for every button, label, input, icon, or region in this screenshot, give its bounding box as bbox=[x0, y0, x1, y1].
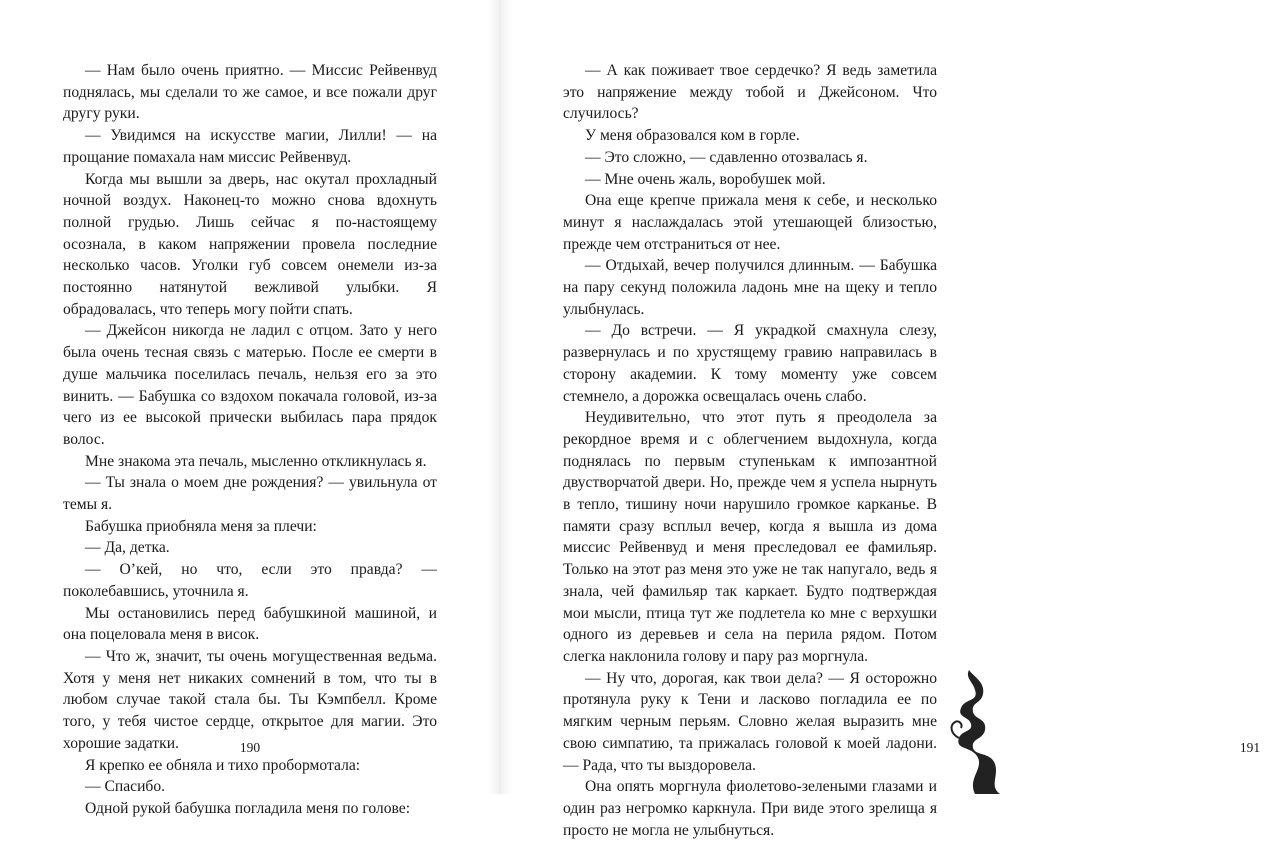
left-page bbox=[0, 0, 500, 817]
left-page-text bbox=[63, 60, 437, 820]
paragraph: — Мне очень жаль, воробушек мой. bbox=[585, 170, 826, 188]
page-number-right: 191 bbox=[1239, 740, 1261, 755]
paragraph: Неудивительно, что этот путь я преодолела за рекордное время и с облегчением выдохнула, когда поднялась по первым ступенькам к импозантной двустворчатой двери. Но, прежде чем я успела нырнуть в тепло, тишину ночи нарушило громкое карканье. В памяти сразу всплыл вечер, когда я вышла из дома миссис Рейвенвуд и меня преследовал ее фамильяр. Только на этот раз меня это уже не так напугало, ведь я знала, чей фамильяр так каркает. Будто подтверждая мои мысли, птица тут же подлетела ко мне с верхушки одного из деревьев и села на перила рядом. Потом слегка наклонила голову и пару раз моргнула. bbox=[563, 409, 937, 665]
paragraph: Одной рукой бабушка погладила меня по голове: bbox=[85, 799, 411, 817]
paragraph: У меня образовался ком в горле. bbox=[585, 127, 800, 145]
paragraph: — Увидимся на искусстве магии, Лилли! — на прощание помахала нам миссис Рейвенвуд. bbox=[63, 127, 437, 166]
paragraph: — Ну что, дорогая, как твои дела? — Я осторожно протянула руку к Тени и ласково погладила ее по мягким черным перьям. Словно желая выразить мне свою симпатию, та прижалась головой к моей ладони. — Рада, что ты выздоровела. bbox=[563, 669, 937, 774]
paragraph: Я крепко ее обняла и тихо пробормотала: bbox=[85, 756, 361, 774]
paragraph: — Ты знала о моем дне рождения? — увильнула от темы я. bbox=[63, 474, 437, 514]
paragraph: — Спасибо. bbox=[85, 778, 166, 796]
paragraph: Когда мы вышли за дверь, нас окутал прохладный ночной воздух. Наконец-то можно снова вдохнуть полной грудью. Лишь сейчас я по-настоящему осознала, в каком напряжении провела последние несколько часов. Уголки губ совсем онемели из-за постоянно натянутой вежливой улыбки. Я обрадовалась, что теперь могу пойти спать. bbox=[63, 170, 437, 318]
paragraph: — О’кей, но что, если это правда? — поколебавшись, уточнила я. bbox=[63, 561, 437, 600]
paragraph: — Отдыхай, вечер получился длинным. — Бабушка на пару секунд положила ладонь мне на щеку и тепло улыбнулась. bbox=[563, 257, 937, 318]
ornament-shape bbox=[958, 670, 1000, 794]
paragraph: Мне знакома эта печаль, мысленно откликнулась я. bbox=[85, 452, 427, 470]
paragraph: — Что ж, значит, ты очень могущественная ведьма. Хотя у меня нет никаких сомнений в том, что ты в любом случае такой стала бы. Ты Кэмпбелл. Кроме того, у тебя чистое сердце, открытое для магии. Это хорошие задатки. bbox=[63, 647, 437, 752]
paragraph: — Джейсон никогда не ладил с отцом. Зато у него была очень тесная связь с матерью. После ее смерти в душе мальчика поселилась печаль, нельзя его за это винить. — Бабушка со вздохом покачала головой, из-за чего из ее высокой прически выбилась пара прядок волос. bbox=[63, 322, 437, 448]
ornament-curl bbox=[952, 721, 962, 738]
flourish-ornament-icon bbox=[945, 668, 1000, 794]
paragraph: Она опять моргнула фиолетово-зелеными глазами и один раз негромко каркнула. При виде этого зрелища я просто не могла не улыбнуться. bbox=[563, 778, 937, 839]
paragraph: — Это сложно, — сдавленно отозвалась я. bbox=[585, 148, 868, 166]
paragraph: — Да, детка. bbox=[85, 539, 170, 557]
right-page-text bbox=[563, 60, 937, 841]
paragraph: Мы остановились перед бабушкиной машиной, и она поцеловала меня в висок. bbox=[63, 604, 437, 644]
page-number-left: 190 bbox=[239, 740, 261, 755]
paragraph: Она еще крепче прижала меня к себе, и несколько минут я наслаждалась этой утешающей близостью, прежде чем отстраниться от нее. bbox=[563, 192, 937, 253]
paragraph: Бабушка приобняла меня за плечи: bbox=[85, 517, 317, 535]
paragraph: — А как поживает твое сердечко? Я ведь заметила это напряжение между тобой и Джейсоном. Что случилось? bbox=[563, 62, 937, 123]
paragraph: — До встречи. — Я украдкой смахнула слезу, развернулась и по хрустящему гравию направилась в сторону академии. К тому моменту уже совсем стемнело, а дорожка освещалась очень слабо. bbox=[563, 322, 937, 405]
paragraph: — Нам было очень приятно. — Миссис Рейвенвуд поднялась, мы сделали то же самое, и все пожали друг другу руки. bbox=[63, 62, 437, 123]
